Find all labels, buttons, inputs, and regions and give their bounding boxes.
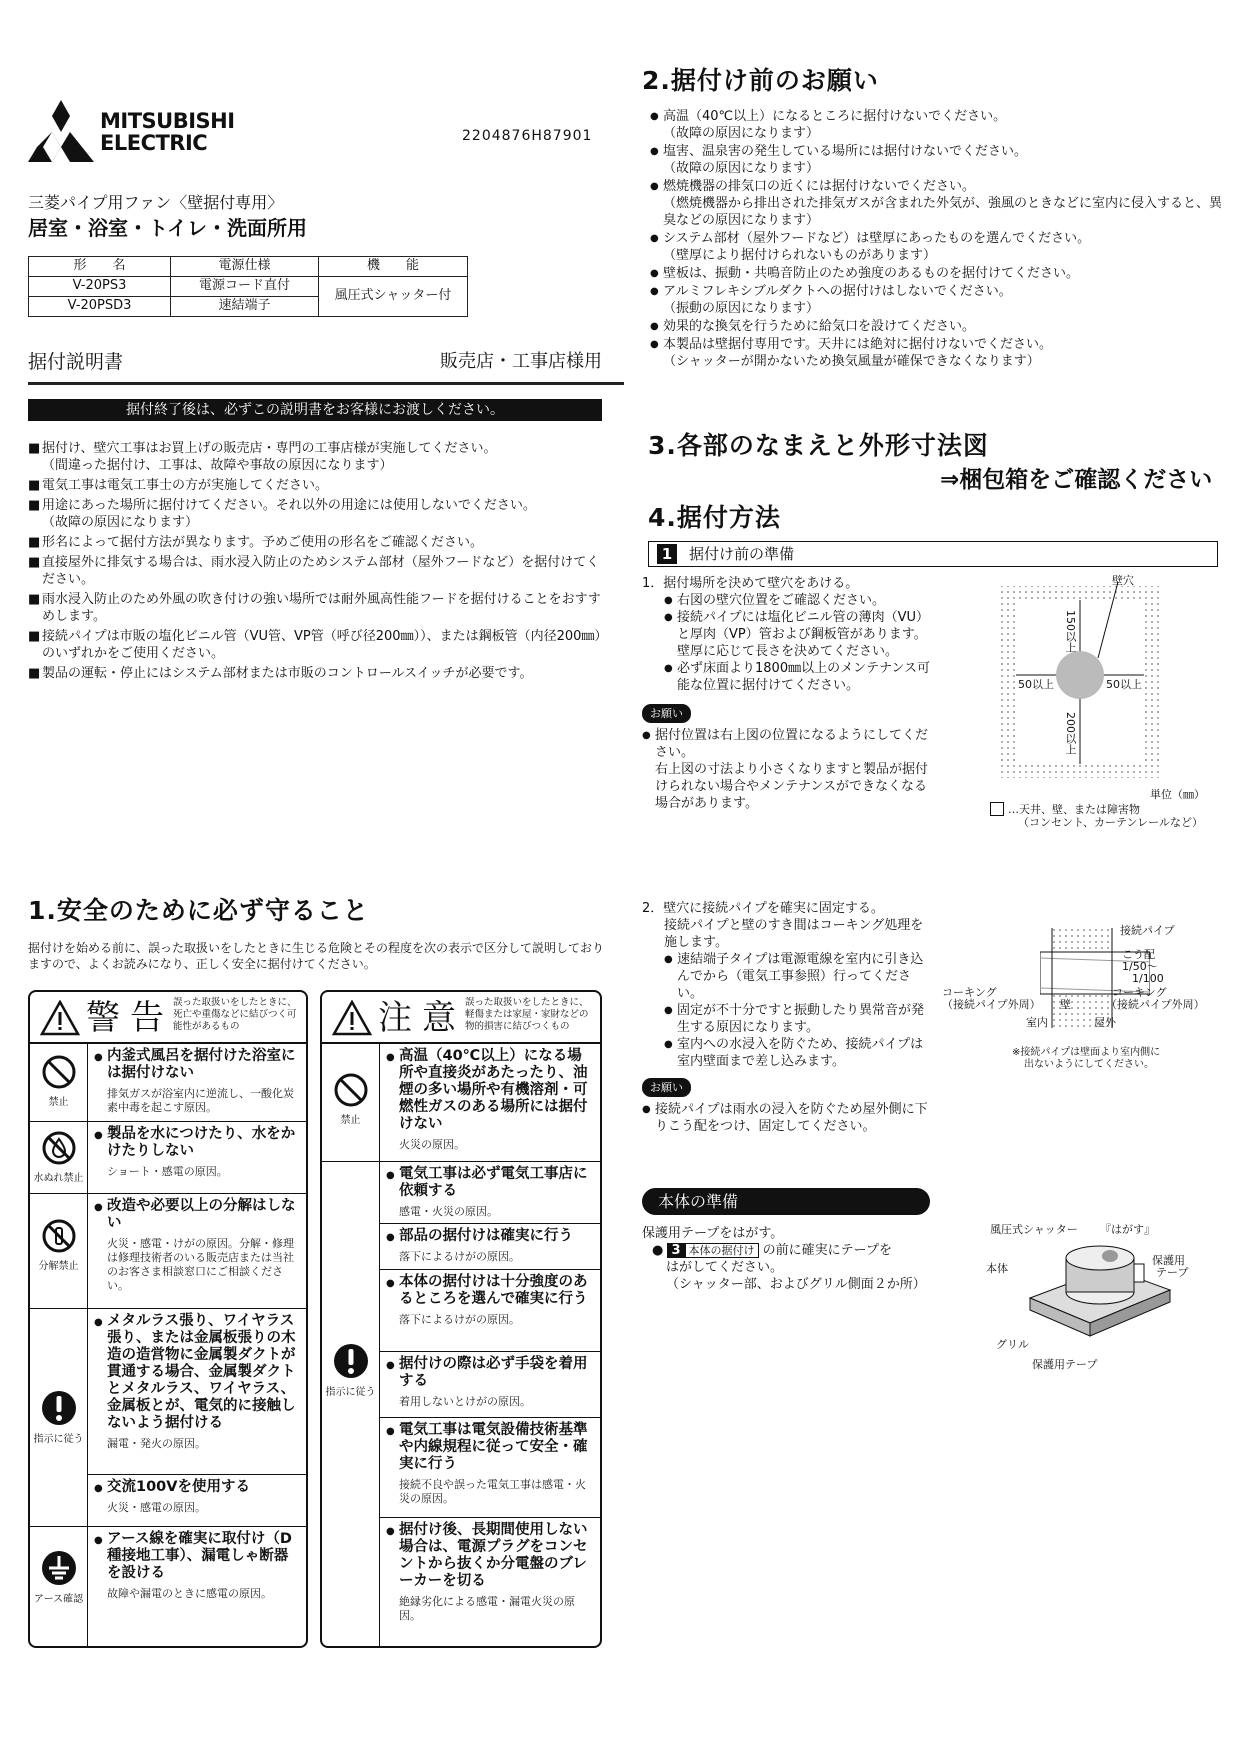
section-1-title: 1.安全のために必ず守ること bbox=[28, 896, 369, 925]
exclamation-icon bbox=[332, 1342, 370, 1380]
caution-item: ● 電気工事は必ず電気工事店に依頼する 感電・火災の原因。 bbox=[380, 1162, 600, 1224]
s2-item: ● 本製品は壁据付専用です。天井には絶対に据付けないでください。 （シャッターが開かないため換気風量が確保できなくなります） bbox=[650, 336, 1230, 370]
intro-list bbox=[28, 440, 608, 685]
section-4-title: 4.据付方法 bbox=[648, 503, 781, 532]
caution-desc: 誤った取扱いをしたときに、軽傷または家屋・家財などの物的損害に結びつくもの bbox=[465, 997, 589, 1032]
intro-item: ■ 据付け、壁穴工事はお買上げの販売店・専門の工事店様が実施してください。 （間違った据付け、工事は、故障や事故の原因になります） bbox=[28, 440, 608, 474]
procedure-bullet: ● 速結端子タイプは電源電線を室内に引き込んでから（電気工事参照）行ってください。 bbox=[664, 951, 932, 1002]
procedure-bullet: ● 室内への水浸入を防ぐため、接続パイプは室内壁面まで差し込みます。 bbox=[664, 1036, 932, 1070]
section-3-title: 3.各部のなまえと外形寸法図 bbox=[648, 431, 989, 460]
warning-desc: 誤った取扱いをしたときに、死亡や重傷などに結びつく可能性があるもの bbox=[173, 997, 297, 1032]
power-1: 電源コード直付 bbox=[171, 277, 319, 297]
request-note bbox=[642, 727, 932, 812]
s2-item: ● システム部材（屋外フードなど）は壁厚にあったものを選んでください。 （壁厚により据付けられないものがあります） bbox=[650, 230, 1230, 264]
body-prep-text: はがしてください。 bbox=[666, 1260, 784, 1275]
warning-item: ● 製品を水につけたり、水をかけたりしない ショート・感電の原因。 bbox=[88, 1122, 306, 1194]
label-pipe: 接続パイプ bbox=[1120, 924, 1175, 937]
label-peel: 『はがす』 bbox=[1100, 1223, 1155, 1236]
note-item: ● 据付位置は右上図の位置になるようにしてください。 右上図の寸法より小さくなりますと製品が据付けられない場合やメンテナンスができなくなる場合があります。 bbox=[642, 727, 932, 812]
warning-triangle-icon bbox=[40, 1000, 80, 1036]
prohibited-cell: 禁止 bbox=[322, 1044, 380, 1162]
step-number: 1 bbox=[657, 544, 677, 564]
follow-instructions-cell: 指示に従う bbox=[30, 1309, 88, 1527]
manual-title: 据付説明書 bbox=[28, 351, 124, 373]
label-protective-tape: 保護用テープ bbox=[1032, 1358, 1098, 1371]
label-caulking-in: コーキング bbox=[942, 986, 997, 999]
mitsubishi-diamonds-icon bbox=[28, 100, 94, 162]
no-disassembly-cell: 分解禁止 bbox=[30, 1194, 88, 1309]
no-disassembly-icon bbox=[41, 1218, 77, 1254]
procedure-bullet: ● 必ず床面より1800㎜以上のメンテナンス可能な位置に据付けてください。 bbox=[664, 660, 932, 694]
caution-item: ● 据付け後、長期間使用しない場合は、電源プラグをコンセントから抜くか分電盤のブレーカーを切る 絶縁劣化による感電・漏電火災の原因。 bbox=[380, 1518, 600, 1646]
th-power: 電源仕様 bbox=[171, 257, 319, 277]
dim-right: 50以上 bbox=[1106, 678, 1142, 691]
prohibited-icon bbox=[333, 1072, 369, 1108]
procedure-title: 2．壁穴に接続パイプを確実に固定する。 bbox=[642, 901, 884, 916]
request-tag: お願い bbox=[642, 1078, 691, 1097]
divider bbox=[28, 382, 624, 385]
body-prep-procedure bbox=[642, 1225, 932, 1293]
body-prep-line: ● 3 本体の据付け の前に確実にテープを bbox=[652, 1243, 893, 1258]
label-shutter: 風圧式シャッター bbox=[990, 1223, 1078, 1236]
label-slope: こう配 bbox=[1122, 948, 1155, 961]
prohibited-icon bbox=[41, 1054, 77, 1090]
section-2-list bbox=[650, 108, 1230, 371]
step-ref-label: 本体の据付け bbox=[685, 1243, 759, 1258]
s2-item: ● 高温（40℃以上）になるところに据付けないでください。 （故障の原因になります） bbox=[650, 108, 1230, 142]
request-tag: お願い bbox=[642, 704, 691, 723]
label-caulking-out-sub: （接続パイプ外周） bbox=[1106, 998, 1205, 1011]
label-caulking-out: コーキング bbox=[1112, 986, 1167, 999]
fan-body-diagram bbox=[1020, 1228, 1180, 1348]
wall-hole-diagram bbox=[1000, 572, 1160, 782]
label-tape-1: 保護用 bbox=[1152, 1254, 1185, 1267]
body-prep-header: 本体の準備 bbox=[642, 1188, 930, 1215]
document-id: 2204876H87901 bbox=[462, 128, 593, 144]
body-prep-note: （シャッター部、およびグリル側面２か所） bbox=[666, 1277, 926, 1292]
caution-triangle-icon bbox=[332, 1000, 372, 1036]
dim-bottom: 200以上 bbox=[1064, 712, 1077, 755]
warning-item: ● アース線を確実に取付け（D種接地工事）、漏電しゃ断器を設ける 故障や漏電のときに感電の原因。 bbox=[88, 1527, 306, 1646]
label-slope-range-2: 1/100 bbox=[1132, 972, 1164, 985]
note-item: ● 接続パイプは雨水の浸入を防ぐため屋外側に下りこう配をつけ、固定してください。 bbox=[642, 1101, 932, 1135]
caution-item: ● 本体の据付けは十分強度のあるところを選んで確実に行う 落下によるけがの原因。 bbox=[380, 1270, 600, 1352]
label-wall: 壁 bbox=[1060, 998, 1071, 1011]
audience-label: 販売店・工事店様用 bbox=[440, 351, 602, 372]
procedure-bullet: ● 接続パイプには塩化ビニル管の薄肉（VU）と厚肉（VP）管および鋼板管があります。壁厚に応じて長さを決めてください。 bbox=[664, 609, 932, 660]
intro-item: ■ 電気工事は電気工事士の方が実施してください。 bbox=[28, 477, 608, 494]
s2-item: ● 塩害、温泉害の発生している場所には据付けないでください。 （故障の原因になります） bbox=[650, 143, 1230, 177]
caution-item: ● 部品の据付けは確実に行う 落下によるけがの原因。 bbox=[380, 1224, 600, 1270]
s2-item: ● 効果的な換気を行うために給気口を設けてください。 bbox=[650, 318, 1230, 335]
step-title: 据付け前の準備 bbox=[689, 545, 795, 563]
caution-item: ● 高温（40℃以上）になる場所や直接炎があたったり、油煙の多い場所や有機溶剤・可燃性ガスのある場所には据付けない 火災の原因。 bbox=[380, 1044, 600, 1162]
procedure-title: 1．据付場所を決めて壁穴をあける。 bbox=[642, 576, 859, 591]
intro-item: ■ 用途にあった場所に据付けてください。それ以外の用途には使用しないでください。 （故障の原因になります） bbox=[28, 497, 608, 531]
prohibited-cell: 禁止 bbox=[30, 1044, 88, 1122]
s2-item: ● 燃焼機器の排気口の近くには据付けないでください。 （燃焼機器から排出された排気ガスが含まれた外気が、強風のときなどに室内に侵入すると、異臭などの原因になります） bbox=[650, 178, 1230, 229]
follow-instructions-cell: 指示に従う bbox=[322, 1162, 380, 1646]
warning-item: ● 改造や必要以上の分解はしない 火災・感電・けがの原因。分解・修理は修理技術者のいる販売店または当社のお客さま相談窓口にご相談ください。 bbox=[88, 1194, 306, 1309]
body-prep-sub: 保護用テープをはがす。 bbox=[642, 1226, 784, 1241]
brand-logo bbox=[28, 100, 248, 162]
no-water-cell: 水ぬれ禁止 bbox=[30, 1122, 88, 1194]
caution-heading: 注意 bbox=[378, 998, 466, 1038]
step-ref-number: 3 bbox=[667, 1243, 684, 1258]
legend-swatch bbox=[990, 802, 1004, 816]
caution-item: ● 据付けの際は必ず手袋を着用する 着用しないとけがの原因。 bbox=[380, 1352, 600, 1418]
label-wall-hole: 壁穴 bbox=[1112, 574, 1134, 587]
label-caulking-in-sub: （接続パイプ外周） bbox=[942, 998, 1041, 1011]
warning-item: ● メタルラス張り、ワイヤラス張り、または金属板張りの木造の造営物に金属製ダクトが貫通する場合、金属製ダクトとメタルラス、ワイヤラス、金属板とが、電気的に接触しないよう据付ける 漏電・発火の原因。 bbox=[88, 1309, 306, 1475]
warning-box bbox=[28, 990, 308, 1648]
caution-item: ● 電気工事は電気設備技術基準や内線規程に従って安全・確実に行う 接続不良や誤った電気工事は感電・火災の原因。 bbox=[380, 1418, 600, 1518]
caution-box bbox=[320, 990, 602, 1648]
step-2-procedure bbox=[642, 900, 932, 1135]
ground-check-cell: アース確認 bbox=[30, 1527, 88, 1646]
function-cell: 風圧式シャッター付 bbox=[319, 277, 468, 317]
label-indoor: 室内 bbox=[1026, 1016, 1048, 1029]
section-3-reference: ⇒梱包箱をご確認ください bbox=[940, 467, 1213, 493]
label-body: 本体 bbox=[986, 1262, 1008, 1275]
th-model: 形 名 bbox=[29, 257, 171, 277]
warning-item: ● 交流100Vを使用する 火災・感電の原因。 bbox=[88, 1475, 306, 1527]
unit-label: 単位（㎜） bbox=[1150, 788, 1205, 801]
s2-item: ● 壁板は、振動・共鳴音防止のため強度のあるものを据付けてください。 bbox=[650, 265, 1230, 282]
step-1-procedure bbox=[642, 575, 932, 812]
handover-banner: 据付終了後は、必ずこの説明書をお客様にお渡しください。 bbox=[28, 399, 602, 421]
intro-item: ■ 雨水浸入防止のため外風の吹き付けの強い場所では耐外風高性能フードを据付けることをおすすめします。 bbox=[28, 591, 608, 625]
pipe-note-1: ※接続パイプは壁面より室内側に bbox=[1012, 1047, 1161, 1058]
pipe-note-2: 出ないようにしてください。 bbox=[1024, 1059, 1154, 1070]
exclamation-icon bbox=[40, 1389, 78, 1427]
section-1-intro: 据付けを始める前に、誤った取扱いをしたときに生じる危険とその程度を次の表示で区分して説明しておりますので、よくお読みになり、正しく安全に据付けてください。 bbox=[28, 941, 605, 971]
request-note bbox=[642, 1101, 932, 1135]
dim-top: 150以上 bbox=[1064, 610, 1077, 653]
model-table bbox=[28, 256, 468, 317]
label-grill: グリル bbox=[996, 1338, 1029, 1351]
intro-item: ■ 製品の運転・停止にはシステム部材または市販のコントロールスイッチが必要です。 bbox=[28, 665, 608, 682]
warning-header bbox=[30, 992, 306, 1044]
th-function: 機 能 bbox=[319, 257, 468, 277]
product-subtitle: 居室・浴室・トイレ・洗面所用 bbox=[28, 216, 307, 240]
ground-icon bbox=[40, 1549, 78, 1587]
procedure-bullets bbox=[664, 951, 932, 1070]
procedure-body: 接続パイプと壁のすき間はコーキング処理を施します。 bbox=[664, 918, 924, 950]
procedure-bullet: ● 固定が不十分ですと振動したり異常音が発生する原因になります。 bbox=[664, 1002, 932, 1036]
procedure-bullet: ● 右図の壁穴位置をご確認ください。 bbox=[664, 592, 932, 609]
model-2: V-20PSD3 bbox=[29, 297, 171, 317]
model-1: V-20PS3 bbox=[29, 277, 171, 297]
intro-item: ■ 直接屋外に排気する場合は、雨水浸入防止のためシステム部材（屋外フードなど）を据付けてください。 bbox=[28, 554, 608, 588]
s2-item: ● アルミフレキシブルダクトへの据付けはしないでください。 （振動の原因になります） bbox=[650, 283, 1230, 317]
legend-text-2: （コンセント、カーテンレールなど） bbox=[1018, 816, 1203, 829]
intro-item: ■ 形名によって据付方法が異なります。予めご使用の形名をご確認ください。 bbox=[28, 534, 608, 551]
step-1-header bbox=[648, 541, 1218, 567]
dim-left: 50以上 bbox=[1018, 678, 1054, 691]
label-tape-2: テープ bbox=[1156, 1266, 1189, 1279]
procedure-bullets bbox=[664, 592, 932, 694]
caution-header bbox=[322, 992, 600, 1044]
power-2: 速結端子 bbox=[171, 297, 319, 317]
brand-name-1: MITSUBISHI bbox=[100, 109, 235, 133]
legend-text-1: …天井、壁、または障害物 bbox=[1008, 803, 1140, 816]
brand-name-2: ELECTRIC bbox=[100, 131, 208, 155]
no-water-icon bbox=[41, 1130, 77, 1166]
label-outdoor: 屋外 bbox=[1094, 1016, 1116, 1029]
section-2-title: 2.据付け前のお願い bbox=[642, 66, 879, 95]
intro-item: ■ 接続パイプは市販の塩化ビニル管（VU管、VP管（呼び径200㎜））、または鋼板管（内径200㎜）のいずれかをご使用ください。 bbox=[28, 628, 608, 662]
warning-item: ● 内釜式風呂を据付けた浴室には据付けない 排気ガスが浴室内に逆流し、一酸化炭素中毒を起こす原因。 bbox=[88, 1044, 306, 1122]
warning-heading: 警告 bbox=[86, 998, 174, 1038]
label-slope-range: 1/50～ bbox=[1122, 960, 1158, 973]
product-title: 三菱パイプ用ファン〈壁据付専用〉 bbox=[28, 193, 284, 212]
